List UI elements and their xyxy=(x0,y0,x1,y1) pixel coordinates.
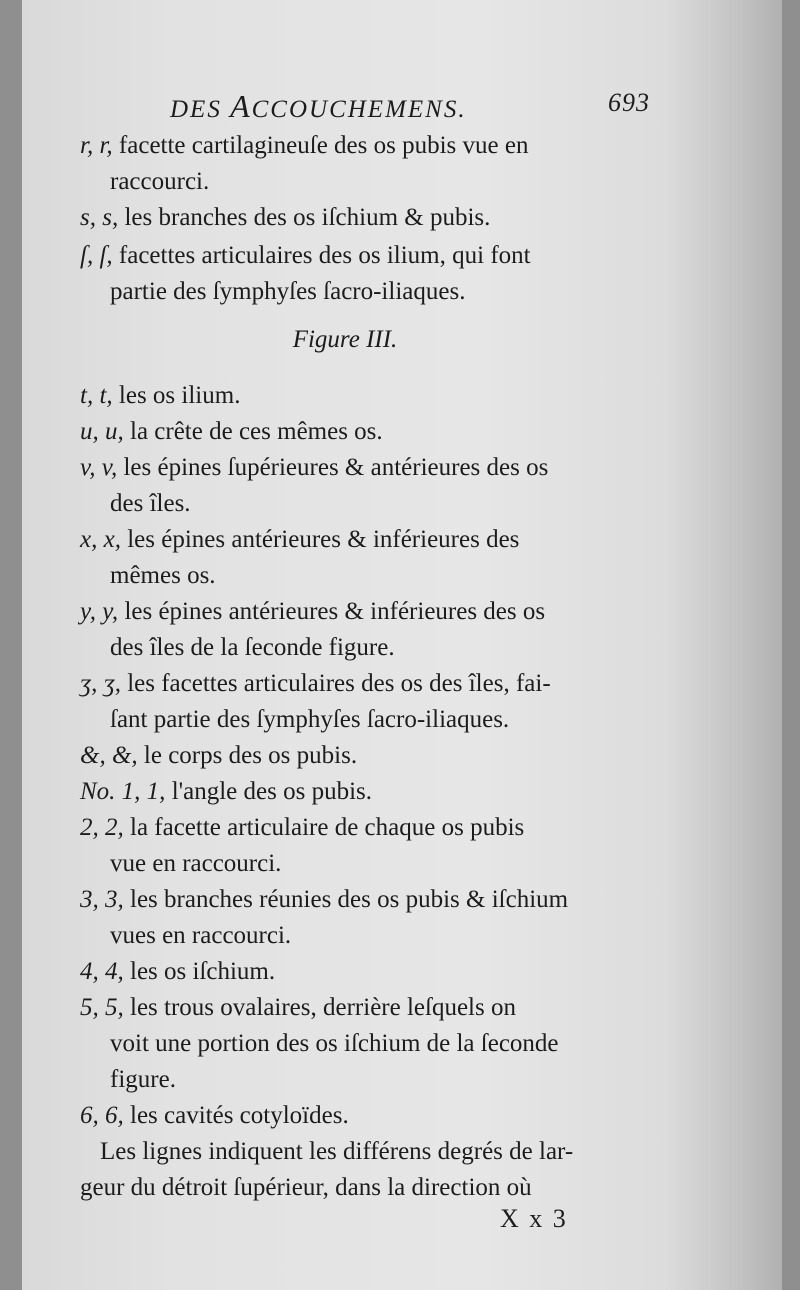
running-title: DES ACCOUCHEMENS. xyxy=(170,88,467,124)
running-header xyxy=(170,82,650,122)
legend-entry-4: 4, 4, les os iſchium. xyxy=(80,958,276,985)
legend-entry-v: v, v, les épines ſupérieures & antérieures des os des îles. xyxy=(80,454,549,517)
signature-mark: X x 3 xyxy=(500,1204,568,1233)
legend-entry-1: No. 1, 1, l'angle des os pubis. xyxy=(80,778,373,805)
legend-entry-2: 2, 2, la facette articulaire de chaque os pubis vue en raccourci. xyxy=(80,814,525,877)
legend-entry-t: t, t, les os ilium. xyxy=(80,382,241,409)
legend-entry-6: 6, 6, les cavités cotyloïdes. xyxy=(80,1102,349,1129)
legend-entry-z: ʒ, ʒ, les facettes articulaires des os des îles, fai- ſant partie des ſymphyſes ſacro-iliaques. xyxy=(80,670,551,733)
legend-entry-r: r, r, facette cartilagineuſe des os pubis vue en raccourci. xyxy=(80,132,529,195)
legend-entry-y: y, y, les épines antérieures & inférieures des os des îles de la ſeconde figure. xyxy=(80,598,546,661)
legend-entry-x: x, x, les épines antérieures & inférieures des mêmes os. xyxy=(80,526,520,589)
legend-entry-u: u, u, la crête de ces mêmes os. xyxy=(80,418,383,445)
page-gutter-shadow xyxy=(662,0,782,1290)
page-number: 693 xyxy=(608,88,650,117)
book-page xyxy=(22,0,782,1290)
closing-paragraph: Les lignes indiquent les différens degrés de lar- geur du détroit ſupérieur, dans la direction où xyxy=(80,1138,574,1201)
legend-entry-ampersand: &, &, le corps des os pubis. xyxy=(80,742,358,769)
legend-entry-long-s: ſ, ſ, facettes articulaires des os ilium, qui font partie des ſymphyſes ſacro-iliaques. xyxy=(80,242,531,305)
legend-entry-s: s, s, les branches des os iſchium & pubis. xyxy=(80,204,491,231)
figure-heading: Figure III. xyxy=(292,326,398,353)
legend-entry-5: 5, 5, les trous ovalaires, derrière leſquels on voit une portion des os iſchium de la ſeconde figure. xyxy=(80,994,559,1093)
legend-entry-3: 3, 3, les branches réunies des os pubis & iſchium vues en raccourci. xyxy=(80,886,569,949)
